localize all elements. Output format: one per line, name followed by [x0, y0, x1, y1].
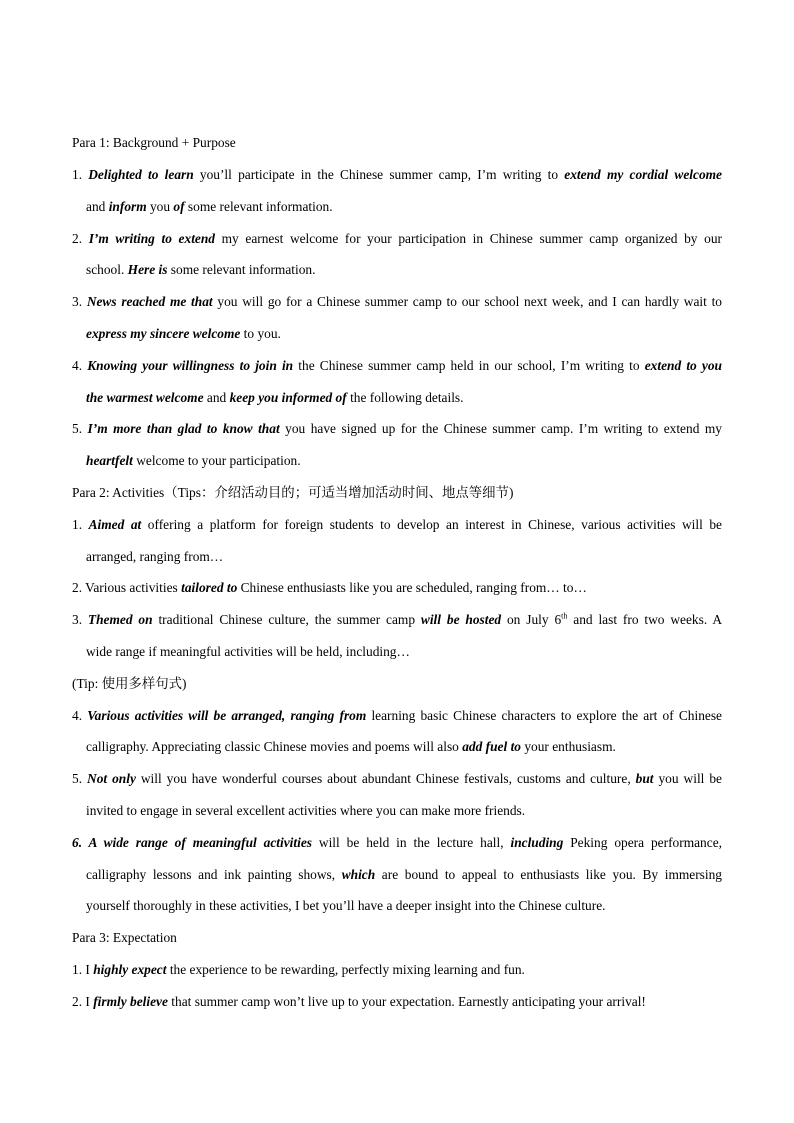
para3-sentence-1: 1. I highly expect the experience to be rewarding, perfectly mixing learning and fun.: [72, 962, 525, 977]
para2-sentence-2: 2. Various activities tailored to Chinese enthusiasts like you are scheduled, ranging from… to…: [72, 580, 587, 595]
para2-sentence-1-cont: arranged, ranging from…: [86, 549, 224, 564]
para3-sentence-2: 2. I firmly believe that summer camp won’t live up to your expectation. Earnestly anticipating your arrival!: [72, 994, 646, 1009]
para2-sentence-1: 1. Aimed at offering a platform for foreign students to develop an interest in Chinese, various activities will be: [72, 517, 722, 532]
para1-sentence-4-cont: the warmest welcome and keep you informed of the following details.: [86, 390, 464, 405]
para1-sentence-1: 1. Delighted to learn you’ll participate in the Chinese summer camp, I’m writing to extend my cordial welcome: [72, 167, 722, 182]
para2-sentence-6-cont: calligraphy lessons and ink painting shows, which are bound to appeal to enthusiasts like you. By immersing: [86, 867, 722, 882]
para2-sentence-6: 6. A wide range of meaningful activities will be held in the lecture hall, including Peking opera performance,: [72, 835, 722, 850]
para2-sentence-3: 3. Themed on traditional Chinese culture, the summer camp will be hosted on July 6th and last fro two weeks. A: [72, 611, 722, 627]
para2-sentence-5: 5. Not only will you have wonderful courses about abundant Chinese festivals, customs and culture, but you will be: [72, 771, 722, 786]
para3-heading: Para 3: Expectation: [72, 930, 177, 945]
para1-sentence-5-cont: heartfelt welcome to your participation.: [86, 453, 301, 468]
para1-sentence-1-cont: and inform you of some relevant information.: [86, 199, 333, 214]
para2-sentence-3-cont: wide range if meaningful activities will be held, including…: [86, 644, 410, 659]
para1-sentence-2: 2. I’m writing to extend my earnest welcome for your participation in Chinese summer camp organized by our: [72, 231, 722, 246]
para2-tip: (Tip: 使用多样句式): [72, 676, 187, 691]
para2-sentence-4-cont: calligraphy. Appreciating classic Chinese movies and poems will also add fuel to your enthusiasm.: [86, 739, 616, 754]
para1-sentence-5: 5. I’m more than glad to know that you have signed up for the Chinese summer camp. I’m writing to extend my: [72, 421, 722, 436]
para1-sentence-4: 4. Knowing your willingness to join in the Chinese summer camp held in our school, I’m writing to extend to you: [72, 358, 722, 373]
para1-sentence-3-cont: express my sincere welcome to you.: [86, 326, 281, 341]
para2-sentence-4: 4. Various activities will be arranged, ranging from learning basic Chinese characters to explore the art of Chinese: [72, 708, 722, 723]
para1-sentence-2-cont: school. Here is some relevant information.: [86, 262, 316, 277]
para1-heading: Para 1: Background + Purpose: [72, 135, 236, 150]
para2-sentence-5-cont: invited to engage in several excellent activities where you can make more friends.: [86, 803, 526, 818]
para2-heading: Para 2: Activities（Tips：介绍活动目的；可适当增加活动时间、地点等细节): [72, 485, 514, 500]
para1-sentence-3: 3. News reached me that you will go for a Chinese summer camp to our school next week, and I can hardly wait to: [72, 294, 723, 309]
para2-sentence-6-cont-2: yourself thoroughly in these activities, I bet you’ll have a deeper insight into the Chinese culture.: [86, 898, 606, 913]
